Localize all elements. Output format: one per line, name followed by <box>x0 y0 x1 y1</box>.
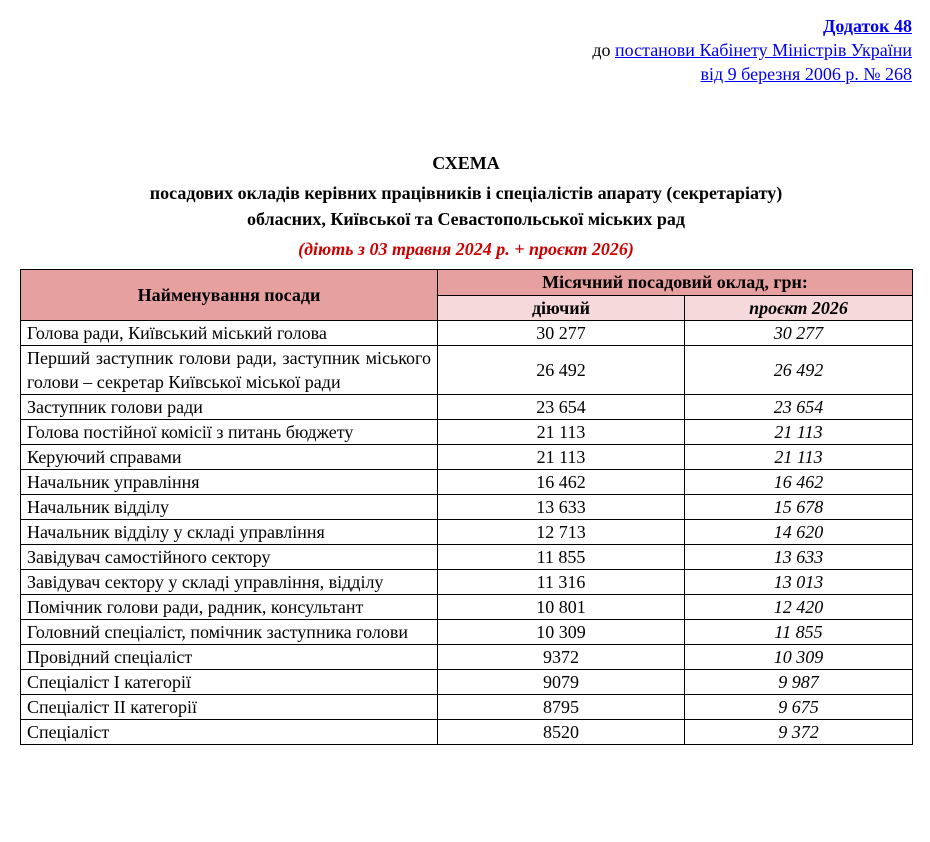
table-row <box>21 570 913 595</box>
current-salary-cell: 8795 <box>438 695 685 720</box>
project-salary-cell: 9 675 <box>685 695 913 720</box>
document-heading <box>20 150 912 262</box>
table-row <box>21 695 913 720</box>
project-salary-cell: 21 113 <box>685 445 913 470</box>
current-salary-cell: 11 316 <box>438 570 685 595</box>
project-salary-cell: 16 462 <box>685 470 913 495</box>
position-cell: Начальник управління <box>21 470 438 495</box>
project-salary-cell: 21 113 <box>685 420 913 445</box>
project-salary-cell: 9 372 <box>685 720 913 745</box>
table-row <box>21 545 913 570</box>
position-cell: Спеціаліст <box>21 720 438 745</box>
position-cell: Головний спеціаліст, помічник заступника голови <box>21 620 438 645</box>
document-subtitle-line1: посадових окладів керівних працівників і спеціалістів апарату (секретаріату) <box>149 183 783 203</box>
current-salary-cell: 16 462 <box>438 470 685 495</box>
table-row <box>21 346 913 395</box>
current-salary-cell: 9079 <box>438 670 685 695</box>
current-salary-cell: 26 492 <box>438 346 685 395</box>
table-row <box>21 595 913 620</box>
project-salary-cell: 23 654 <box>685 395 913 420</box>
project-salary-cell: 26 492 <box>685 346 913 395</box>
position-cell: Спеціаліст I категорії <box>21 670 438 695</box>
position-cell: Завідувач самостійного сектору <box>21 545 438 570</box>
table-row <box>21 495 913 520</box>
salary-table <box>20 269 913 745</box>
position-cell: Провідний спеціаліст <box>21 645 438 670</box>
resolution-link[interactable]: постанови Кабінету Міністрів України <box>615 40 912 60</box>
column-header-current: діючий <box>438 296 685 321</box>
position-cell: Спеціаліст II категорії <box>21 695 438 720</box>
project-salary-cell: 14 620 <box>685 520 913 545</box>
table-row <box>21 670 913 695</box>
project-salary-cell: 13 633 <box>685 545 913 570</box>
column-header-salary-group: Місячний посадовий оклад, грн: <box>438 270 913 296</box>
current-salary-cell: 21 113 <box>438 445 685 470</box>
table-body <box>21 321 913 745</box>
table-row <box>21 445 913 470</box>
table-row <box>21 420 913 445</box>
project-salary-cell: 12 420 <box>685 595 913 620</box>
table-row <box>21 645 913 670</box>
position-cell: Голова ради, Київський міський голова <box>21 321 438 346</box>
resolution-date-link[interactable]: від 9 березня 2006 р. № 268 <box>700 64 912 84</box>
table-row <box>21 470 913 495</box>
position-cell: Перший заступник голови ради, заступник міського голови – секретар Київської міської ради <box>21 346 438 395</box>
appendix-prefix: до <box>592 40 616 60</box>
position-cell: Заступник голови ради <box>21 395 438 420</box>
current-salary-cell: 9372 <box>438 645 685 670</box>
current-salary-cell: 10 309 <box>438 620 685 645</box>
current-salary-cell: 23 654 <box>438 395 685 420</box>
document-subtitle-line2: обласних, Київської та Севастопольської міських рад <box>247 209 685 229</box>
project-salary-cell: 9 987 <box>685 670 913 695</box>
document-title: СХЕМА <box>432 153 500 173</box>
current-salary-cell: 12 713 <box>438 520 685 545</box>
appendix-reference <box>592 14 912 86</box>
project-salary-cell: 13 013 <box>685 570 913 595</box>
position-cell: Начальник відділу <box>21 495 438 520</box>
table-row <box>21 720 913 745</box>
column-header-position: Найменування посади <box>21 270 438 321</box>
project-salary-cell: 11 855 <box>685 620 913 645</box>
current-salary-cell: 30 277 <box>438 321 685 346</box>
column-header-project: проєкт 2026 <box>685 296 913 321</box>
project-salary-cell: 10 309 <box>685 645 913 670</box>
table-row <box>21 321 913 346</box>
current-salary-cell: 21 113 <box>438 420 685 445</box>
position-cell: Завідувач сектору у складі управління, відділу <box>21 570 438 595</box>
project-salary-cell: 15 678 <box>685 495 913 520</box>
current-salary-cell: 8520 <box>438 720 685 745</box>
current-salary-cell: 13 633 <box>438 495 685 520</box>
table-row <box>21 620 913 645</box>
project-salary-cell: 30 277 <box>685 321 913 346</box>
position-cell: Начальник відділу у складі управління <box>21 520 438 545</box>
position-cell: Помічник голови ради, радник, консультант <box>21 595 438 620</box>
table-row <box>21 520 913 545</box>
position-cell: Голова постійної комісії з питань бюджету <box>21 420 438 445</box>
validity-note: (діють з 03 травня 2024 р. + проєкт 2026) <box>298 239 634 259</box>
table-row <box>21 395 913 420</box>
current-salary-cell: 10 801 <box>438 595 685 620</box>
position-cell: Керуючий справами <box>21 445 438 470</box>
current-salary-cell: 11 855 <box>438 545 685 570</box>
appendix-number-link[interactable]: Додаток 48 <box>823 16 912 36</box>
